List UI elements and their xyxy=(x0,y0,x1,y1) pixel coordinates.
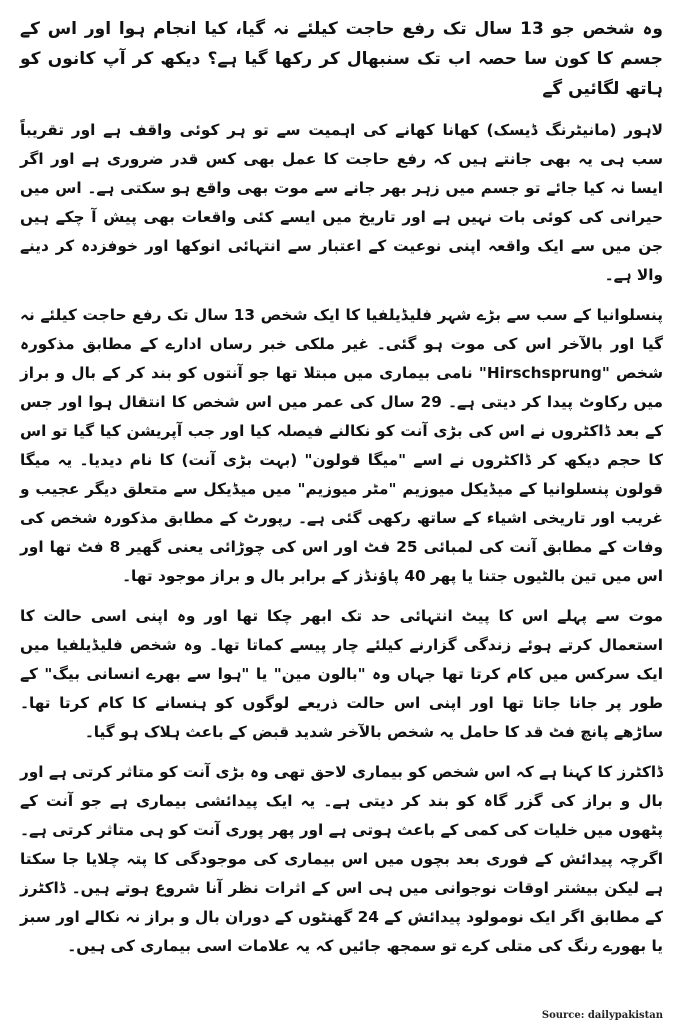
source-credit: Source: dailypakistan xyxy=(541,1010,663,1021)
article-paragraph-2: پنسلوانیا کے سب سے بڑے شہر فلیڈیلفیا کا ایک شخص 13 سال تک رفع حاجت کیلئے نہ گیا اور بالآخر اس کی موت ہو گئی۔ غیر ملکی خبر رساں ادارے کے مطابق مذکورہ شخص "Hirschsprung" نامی بیماری میں مبتلا تھا جو آنتوں کو بند کر کے بال و براز میں رکاوٹ پیدا کر دیتی ہے۔ 29 سال کی عمر میں اس شخص کا انتقال ہوا اور جس کے بعد ڈاکٹروں نے اس کی بڑی آنت کو نکالنے فیصلہ کیا اور جب آپریشن کیا گیا تو اس کا حجم دیکھ کر ڈاکٹروں نے اسے "میگا قولون" (بہت بڑی آنت) کا نام دیدیا۔ یہ میگا قولون پنسلوانیا کے میڈیکل میوزیم "مٹر میوزیم" میں میڈیکل سے متعلق دیگر عجیب و غریب اور تاریخی اشیاء کے ساتھ رکھی گئی ہے۔ رپورٹ کے مطابق مذکورہ شخص کی وفات کے مطابق آنت کی لمبائی 25 فٹ اور اس کی چوڑائی یعنی گھیر 8 فٹ تھا اور اس میں تین بالٹیوں جتنا یا پھر 40 پاؤنڈز کے برابر بال و براز موجود تھا۔ xyxy=(20,306,663,585)
article-paragraph-1: لاہور (مانیٹرنگ ڈیسک) کھانا کھانے کی اہمیت سے تو ہر کوئی واقف ہے اور تقریباً سب ہی یہ بھی جانتے ہیں کہ رفع حاجت کا عمل بھی کس قدر ضروری ہے اور اگر ایسا نہ کیا جائے تو جسم میں زہر بھر جانے سے موت بھی واقع ہو سکتی ہے۔ اس میں حیرانی کی کوئی بات نہیں ہے اور تاریخ میں ایسے کئی واقعات بھی پیش آ چکے ہیں جن میں سے ایک واقعہ اپنی نوعیت کے اعتبار سے انتہائی انوکھا اور خوفزدہ کر دینے والا ہے۔ xyxy=(20,121,663,284)
article-paragraph-4: ڈاکٹرز کا کہنا ہے کہ اس شخص کو بیماری لاحق تھی وہ بڑی آنت کو متاثر کرتی ہے اور بال و براز کی گزر گاہ کو بند کر دیتی ہے۔ یہ ایک پیدائشی بیماری ہے جو آنت کے پٹھوں میں خلیات کی کمی کے باعث ہوتی ہے اور پھر پوری آنت کو ہی متاثر کرتی ہے۔ اگرچہ پیدائش کے فوری بعد بچوں میں اس بیماری کی موجودگی کا پتہ چلایا جا سکتا ہے لیکن بیشتر اوقات نوجوانی میں ہی اس کے اثرات نظر آنا شروع ہوتے ہیں۔ ڈاکٹرز کے مطابق اگر ایک نومولود پیدائش کے 24 گھنٹوں کے دوران بال و براز نہ نکالے اور سبز یا بھورے رنگ کی متلی کرے تو سمجھ جائیں کہ یہ علامات اسی بیماری کی ہیں۔ xyxy=(19,763,663,955)
article-paragraph-3: موت سے پہلے اس کا پیٹ انتہائی حد تک ابھر چکا تھا اور وہ اپنی اسی حالت کا استعمال کرتے ہوئے زندگی گزارنے کیلئے چار پیسے کماتا تھا۔ وہ شخص فلیڈیلفیا میں ایک سرکس میں کام کرتا تھا جہاں وہ "بالون مین" یا "ہوا سے بھرے انسانی بیگ" کے طور پر جانا جاتا تھا اور اپنی اس حالت ذریعے لوگوں کو ہنسانے کا کام کرتا تھا۔ ساڑھے پانچ فٹ قد کا حامل یہ شخص بالآخر شدید قبض کے باعث ہلاک ہو گیا۔ xyxy=(20,607,663,741)
article-headline: وہ شخص جو 13 سال تک رفع حاجت کیلئے نہ گیا، کیا انجام ہوا اور اس کے جسم کا کون سا حصہ اب تک سنبھال کر رکھا گیا ہے؟ دیکھ کر آپ کانوں کو ہاتھ لگائیں گے xyxy=(20,19,663,99)
